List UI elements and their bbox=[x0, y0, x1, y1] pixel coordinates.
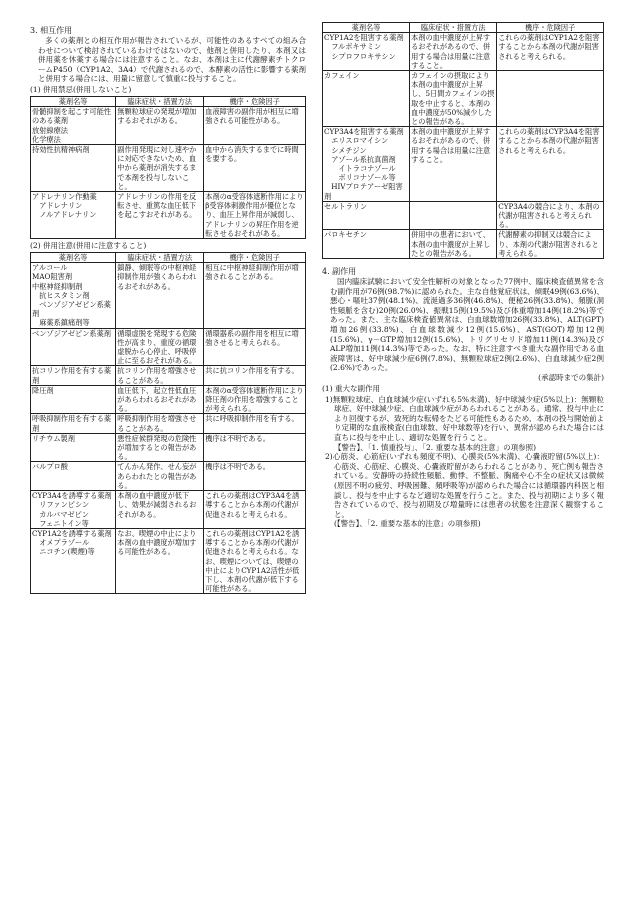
drug-cell: 降圧剤 bbox=[31, 385, 116, 414]
section-4-note: (承認時までの集計) bbox=[538, 373, 604, 383]
table-row bbox=[31, 528, 306, 593]
mechanism-cell: これらの薬剤はCYP1A2を誘導することから本剤の代謝が促進されると考えられる。なお、喫煙については、喫煙の中止によりCYP1A2活性が低下し、本剤の代謝が低下する可能性がある。 bbox=[204, 528, 306, 593]
section-4-title: 4. 副作用 bbox=[322, 267, 357, 277]
table-row bbox=[31, 491, 306, 529]
drug-cell: セルトラリン bbox=[323, 201, 410, 230]
drug-cell: カフェイン bbox=[323, 71, 410, 127]
table-header-mechanism: 機序・危険因子 bbox=[497, 23, 604, 33]
symptom-cell: 本剤の血中濃度が上昇するおそれがあるので、併用する場合は用量に注意すること。 bbox=[410, 127, 497, 202]
table-row bbox=[323, 201, 604, 230]
drug-cell: CYP3A4を誘導する薬剤 リファンピシン カルバマゼピン フェニトイン等 bbox=[31, 491, 116, 529]
caution-table bbox=[30, 252, 306, 594]
mechanism-cell: 循環器系の副作用を相互に増強させると考えられる。 bbox=[204, 328, 306, 366]
table-row bbox=[323, 71, 604, 127]
mechanism-cell: 本剤のα受容体遮断作用によりβ受容体刺激作用が優位となり、血圧上昇作用が減弱し、アドレナリンの昇圧作用を逆転させるおそれがある。 bbox=[205, 192, 304, 238]
table-header-symptom: 臨床症状・措置方法 bbox=[116, 96, 204, 106]
symptom-cell: てんかん発作、せん妄があらわれたとの報告がある。 bbox=[116, 462, 204, 491]
mechanism-cell bbox=[497, 71, 604, 127]
contraindicated-table bbox=[30, 96, 306, 239]
caution-table-continued bbox=[322, 22, 604, 259]
table-header-drug: 薬剤名等 bbox=[31, 253, 116, 263]
table-row bbox=[323, 33, 604, 71]
table-header-mechanism: 機序・危険因子 bbox=[204, 253, 306, 263]
table-header-symptom: 臨床症状・措置方法 bbox=[410, 23, 497, 33]
drug-cell: CYP3A4を阻害する薬剤 エリスロマイシン シメチジン アゾール系抗真菌剤 イトラコナゾール ボリコナゾール等 HIVプロテアーゼ阻害剤 bbox=[323, 127, 410, 202]
drug-cell: リチウム製剤 bbox=[31, 433, 116, 462]
table-row bbox=[31, 462, 306, 491]
symptom-cell: 抗コリン作用を増強させることがある。 bbox=[116, 366, 204, 385]
mechanism-cell: これらの薬剤はCYP3A4を阻害することから本剤の代謝が阻害されると考えられる。 bbox=[497, 127, 604, 202]
symptom-cell: 循環虚脱を発現する危険性が高まり、重度の循環虚脱から心停止、呼吸停止に至るおそれがある。 bbox=[116, 328, 204, 366]
symptom-cell: 併用中の患者において、本剤の血中濃度が上昇したとの報告がある。 bbox=[410, 230, 497, 259]
table-row bbox=[31, 366, 306, 385]
table-header-drug: 薬剤名等 bbox=[323, 23, 410, 33]
table-row bbox=[31, 414, 306, 433]
section-4-body: 国内臨床試験において安全性解析の対象となった77例中、臨床検査値異常を含む副作用が76例(98.7%)に認められた。主な自他覚症状は、傾眠49例(63.6%)、悪心・嘔吐37例(48.1%)、流涎過多36例(46.8%)、便秘26例(33.8%)、頻脈(洞性頻脈を含む)20例(26.0%)、振戦15例(19.5%)及び体重増加14例(18.2%)等であった。また、主な臨床検査値異常は、白血球数増加26例(33.8%)、ALT(GPT)増加26例(33.8%)、白血球数減少12例(15.6%)、AST(GOT)増加12例(15.6%)、γ－GTP増加12例(15.6%)、トリグリセリド増加11例(14.3%)及びALP増加11例(14.3%)等であった。なお、特に注意すべき重大な副作用である血液障害は、好中球減少症6例(7.8%)、無顆粒球症2例(2.6%)、白血球減少症2例(2.6%)であった。 bbox=[330, 277, 604, 373]
drug-cell: 抗コリン作用を有する薬剤 bbox=[31, 366, 116, 385]
symptom-cell: 副作用発現に対し速やかに対応できないため、血中から薬剤が消失するまで本剤を投与しないこと。 bbox=[116, 144, 204, 191]
mechanism-cell: 共に抗コリン作用を有する。 bbox=[204, 366, 306, 385]
symptom-cell: 悪性症候群発現の危険性が増加するとの報告がある。 bbox=[116, 433, 204, 462]
mechanism-cell: 機序は不明である。 bbox=[204, 433, 306, 462]
symptom-cell: 本剤の血中濃度が上昇するおそれがあるので、併用する場合は用量に注意すること。 bbox=[410, 33, 497, 71]
section-3-intro: 多くの薬剤との相互作用が報告されているが、可能性のあるすべての組み合わせについて検討されているわけではないので、他剤と併用したり、本剤又は併用薬を休薬する場合には注意すること。なお、本剤は主に代謝酵素チトクロームP450（CYP1A2、3A4）で代謝されるので、本酵素の活性に影響する薬剤と併用する場合には、用量に留意して慎重に投与すること。 bbox=[38, 36, 306, 84]
drug-cell: バルプロ酸 bbox=[31, 462, 116, 491]
serious-adverse-title: (1) 重大な副作用 bbox=[322, 383, 381, 393]
table-row bbox=[323, 127, 604, 202]
mechanism-cell: 機序は不明である。 bbox=[204, 462, 306, 491]
symptom-cell: 血圧低下、起立性低血圧があらわれるおそれがある。 bbox=[116, 385, 204, 414]
serious-adverse-item: 1)無顆粒球症、白血球減少症(いずれも5%未満)、好中球減少症(5%以上)：無顆粒球症、好中球減少症、白血球減少症があらわれることがある。通常、投与中止により回復するが、致死的な転帰をたどる可能性もあるため、本剤の投与開始前より定期的な血液検査(白血球数、好中球数等)を行い、異常が認められた場合には直ちに投与を中止し、適切な処置を行うこと。 bbox=[325, 394, 604, 442]
mechanism-cell: 本剤のα受容体遮断作用により降圧剤の作用を増強することが考えられる。 bbox=[205, 385, 304, 414]
left-column bbox=[30, 26, 306, 594]
mechanism-cell: 代謝酵素の抑制又は競合により、本剤の代謝が阻害されると考えられる。 bbox=[497, 230, 604, 259]
drug-cell: アドレナリン作動薬 アドレナリン ノルアドレナリン bbox=[31, 192, 116, 239]
symptom-cell: カフェインの摂取により本剤の血中濃度が上昇し、5日間カフェインの摂取を中止すると、本剤の血中濃度が50%減少したとの報告がある。 bbox=[410, 71, 497, 127]
table-header-mechanism: 機序・危険因子 bbox=[204, 96, 306, 106]
drug-cell: 骨髄抑制を起こす可能性のある薬剤 放射線療法 化学療法 bbox=[31, 107, 116, 145]
table-row bbox=[31, 433, 306, 462]
section-3-title: 3. 相互作用 bbox=[30, 26, 73, 35]
table-row bbox=[31, 385, 306, 414]
mechanism-cell: 相互に中枢神経抑制作用が増強されることがある。 bbox=[204, 263, 306, 328]
symptom-cell: 無顆粒球症の発現が増加するおそれがある。 bbox=[116, 107, 204, 145]
drug-cell: パロキセチン bbox=[323, 230, 410, 259]
drug-cell: CYP1A2を誘導する薬剤 オメプラゾール ニコチン(喫煙)等 bbox=[31, 528, 116, 593]
symptom-cell bbox=[410, 201, 497, 230]
symptom-cell: 鎮静、傾眠等の中枢神経抑制作用が強くあらわれるおそれがある。 bbox=[116, 263, 204, 328]
symptom-cell: なお、喫煙の中止により本剤の血中濃度が増加する可能性がある。 bbox=[116, 528, 204, 593]
table-row bbox=[31, 263, 306, 328]
mechanism-cell: 血液障害の副作用が相互に増強される可能性がある。 bbox=[204, 107, 306, 145]
table-row bbox=[31, 144, 306, 191]
table-row bbox=[323, 230, 604, 259]
drug-cell: CYP1A2を阻害する薬剤 フルボキサミン シプロフロキサシン bbox=[323, 33, 410, 71]
table-row bbox=[31, 192, 306, 239]
mechanism-cell: CYP3A4の競合により、本剤の代謝が阻害されると考えられる。 bbox=[497, 201, 604, 230]
mechanism-cell: 共に呼吸抑制作用を有する。 bbox=[204, 414, 306, 433]
table-header-drug: 薬剤名等 bbox=[31, 96, 116, 106]
serious-adverse-ref: 【警告】、「1. 慎重投与」、「2. 重要な基本的注意」の項参照) bbox=[334, 442, 537, 452]
serious-adverse-item: 2)心筋炎、心筋症(いずれも頻度不明)、心膜炎(5%未満)、心嚢液貯留(5%以上)：心筋炎、心筋症、心膜炎、心嚢液貯留があらわれることがあり、死亡例も報告されている。安静時の持続性頻脈、動悸、不整脈、胸痛や心不全の症状又は徴候(原因不明の疲労、呼吸困難、頻呼吸等)が認められた場合には循環器内科医と相談し、投与を中止するなど適切な処置を行うこと。また、投与初期により多く報告されているので、投与初期及び増量時には患者の状態を注意深く観察すること。 bbox=[325, 452, 604, 519]
symptom-cell: アドレナリンの作用を反転させ、重篤な血圧低下を起こすおそれがある。 bbox=[116, 192, 204, 239]
drug-cell: アルコール MAO阻害剤 中枢神経抑制剤 抗ヒスタミン剤 ベンゾジアゼピン系薬剤 麻薬系鎮痛剤等 bbox=[31, 263, 116, 328]
table-row bbox=[31, 328, 306, 366]
mechanism-cell: これらの薬剤はCYP1A2を阻害することから本剤の代謝が阻害されると考えられる。 bbox=[497, 33, 604, 71]
drug-cell: ベンゾジアゼピン系薬剤 bbox=[31, 328, 116, 366]
serious-adverse-ref: (【警告】、「2. 重要な基本的注意」の項参照) bbox=[334, 519, 481, 529]
table-row bbox=[31, 107, 306, 145]
symptom-cell: 本剤の血中濃度が低下し、効果が減弱されるおそれがある。 bbox=[116, 491, 204, 529]
drug-cell: 呼吸抑制作用を有する薬剤 bbox=[31, 414, 116, 433]
contraindicated-title: (1) 併用禁忌(併用しないこと) bbox=[30, 84, 132, 94]
caution-title: (2) 併用注意(併用に注意すること) bbox=[30, 241, 147, 251]
symptom-cell: 呼吸抑制作用を増強させることがある。 bbox=[116, 414, 204, 433]
drug-cell: 持効性抗精神病剤 bbox=[31, 144, 116, 191]
serious-adverse-list bbox=[322, 395, 604, 529]
mechanism-cell: 血中から消失するまでに時間を要する。 bbox=[204, 144, 306, 191]
right-column bbox=[322, 23, 604, 529]
mechanism-cell: これらの薬剤はCYP3A4を誘導することから本剤の代謝が促進されると考えられる。 bbox=[204, 491, 306, 529]
table-header-symptom: 臨床症状・措置方法 bbox=[116, 253, 204, 263]
